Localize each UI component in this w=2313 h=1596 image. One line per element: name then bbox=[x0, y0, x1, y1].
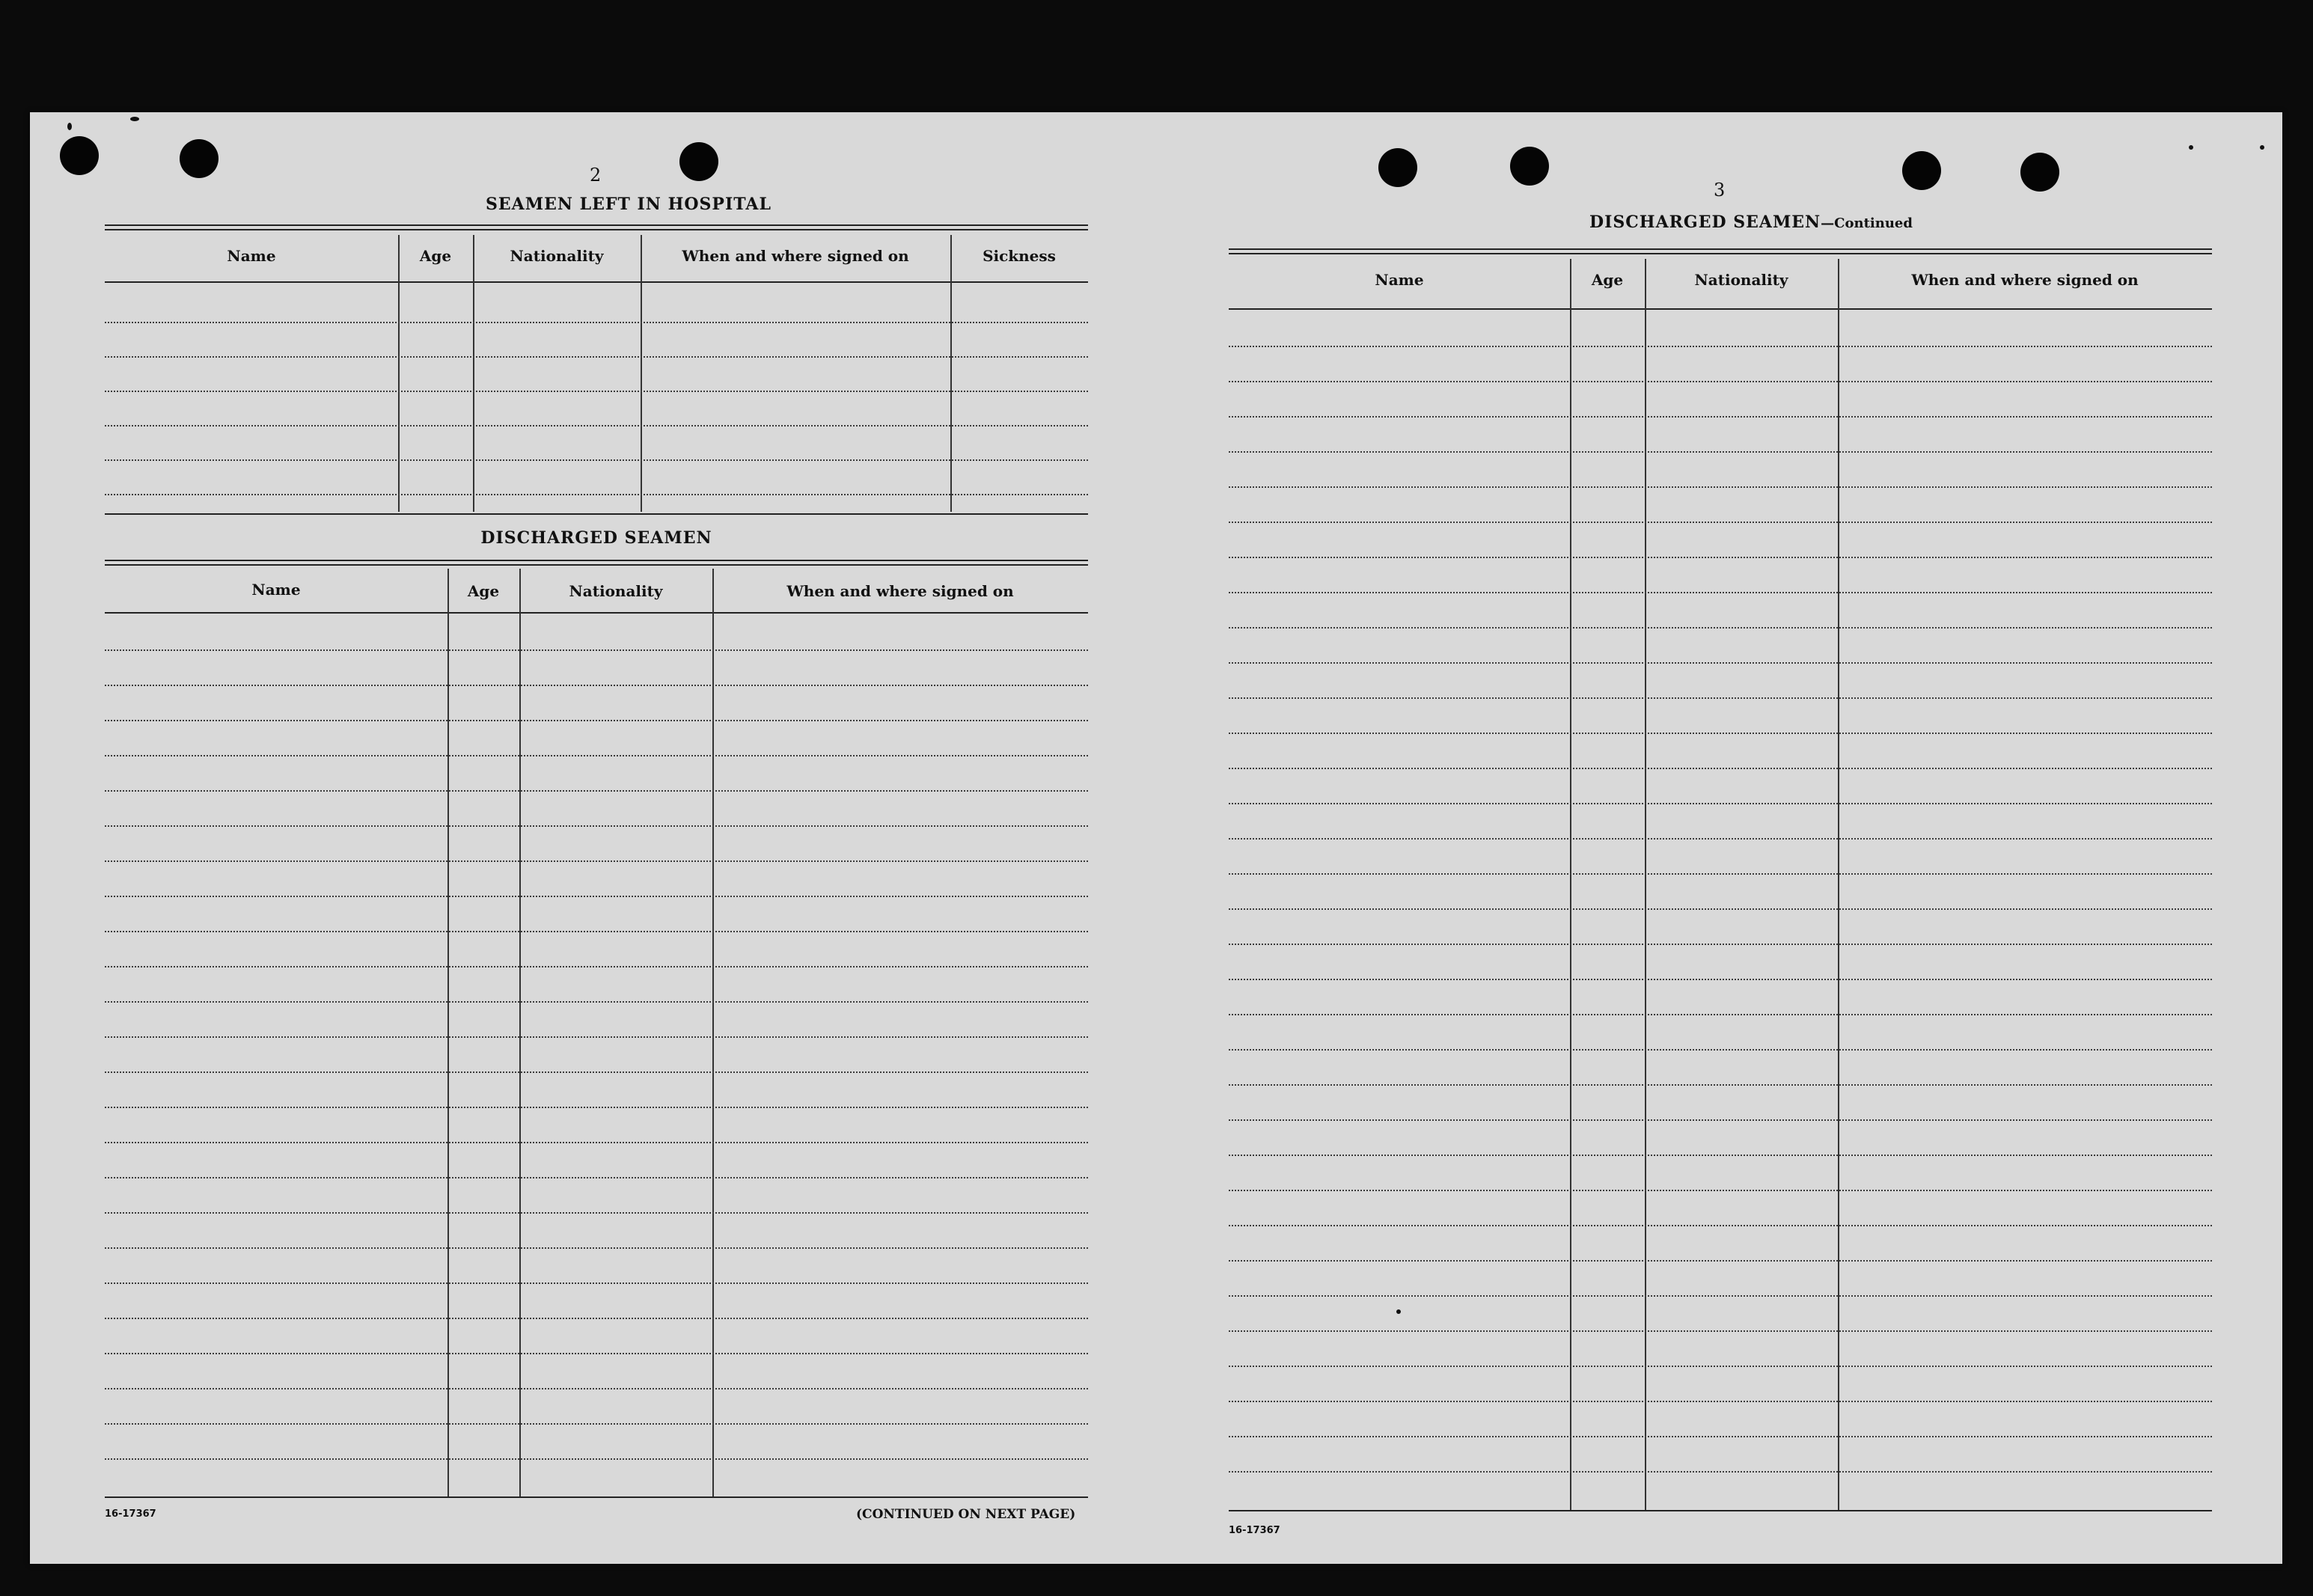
header-rule bbox=[105, 612, 1088, 614]
column-divider bbox=[1838, 259, 1839, 1510]
table-bottom-rule bbox=[1229, 1510, 2212, 1511]
row-line bbox=[1229, 873, 2212, 875]
row-line bbox=[105, 896, 1088, 897]
row-line bbox=[1229, 381, 2212, 382]
row-line bbox=[1229, 416, 2212, 418]
row-line bbox=[1229, 1295, 2212, 1297]
row-line bbox=[1229, 944, 2212, 945]
column-divider bbox=[641, 235, 642, 512]
row-line bbox=[1229, 1260, 2212, 1262]
row-line bbox=[105, 322, 1088, 323]
row-line bbox=[1229, 979, 2212, 980]
column-divider bbox=[712, 569, 714, 1496]
row-line bbox=[1229, 1225, 2212, 1226]
column-divider bbox=[473, 235, 474, 512]
page-number: 2 bbox=[590, 165, 602, 186]
row-line bbox=[105, 1107, 1088, 1108]
section-title-text: DISCHARGED SEAMEN bbox=[1589, 213, 1821, 232]
row-line bbox=[105, 1353, 1088, 1354]
row-line bbox=[105, 1212, 1088, 1214]
col-header-when-where: When and where signed on bbox=[786, 582, 1014, 600]
col-header-when-where: When and where signed on bbox=[682, 247, 909, 265]
form-number: 16-17367 bbox=[105, 1508, 156, 1520]
col-header-name: Name bbox=[1375, 271, 1424, 289]
row-line bbox=[105, 1247, 1088, 1249]
col-header-when-where: When and where signed on bbox=[1911, 271, 2139, 289]
row-line bbox=[1229, 662, 2212, 664]
column-divider bbox=[1570, 259, 1571, 1510]
row-line bbox=[1229, 908, 2212, 910]
row-line bbox=[105, 1177, 1088, 1178]
row-line bbox=[1229, 838, 2212, 840]
row-line bbox=[105, 1423, 1088, 1425]
table-top-rule bbox=[105, 224, 1088, 230]
row-line bbox=[1229, 522, 2212, 523]
ink-speck bbox=[2189, 145, 2193, 150]
col-header-nationality: Nationality bbox=[569, 582, 663, 600]
row-line bbox=[105, 1142, 1088, 1143]
form-number: 16-17367 bbox=[1229, 1525, 1280, 1536]
row-line bbox=[1229, 1471, 2212, 1473]
section-title-discharged: DISCHARGED SEAMEN bbox=[480, 528, 712, 548]
punch-hole bbox=[180, 139, 219, 178]
table-bottom-rule bbox=[105, 1496, 1088, 1498]
row-line bbox=[105, 1318, 1088, 1319]
row-line bbox=[105, 1282, 1088, 1284]
section-title-suffix: —Continued bbox=[1821, 215, 1913, 231]
column-divider bbox=[1645, 259, 1646, 1510]
punch-hole bbox=[1510, 147, 1549, 186]
row-line bbox=[1229, 1330, 2212, 1332]
ink-speck bbox=[67, 123, 72, 130]
row-line bbox=[105, 790, 1088, 792]
row-line bbox=[1229, 1119, 2212, 1121]
ink-speck bbox=[2260, 145, 2264, 150]
col-header-name: Name bbox=[251, 581, 301, 599]
row-line bbox=[1229, 1014, 2212, 1015]
col-header-sickness: Sickness bbox=[983, 247, 1056, 265]
punch-hole bbox=[1902, 151, 1941, 190]
section-title-discharged-continued bbox=[1227, 213, 2275, 232]
row-line bbox=[1229, 768, 2212, 769]
row-line bbox=[105, 1001, 1088, 1003]
row-line bbox=[1229, 451, 2212, 453]
row-line bbox=[1229, 803, 2212, 804]
row-line bbox=[105, 825, 1088, 827]
punch-hole bbox=[2020, 153, 2059, 192]
row-line bbox=[1229, 1436, 2212, 1437]
header-rule bbox=[105, 281, 1088, 283]
section-title-hospital: SEAMEN LEFT IN HOSPITAL bbox=[486, 195, 771, 214]
ink-speck bbox=[1396, 1309, 1401, 1314]
row-line bbox=[105, 391, 1088, 392]
row-line bbox=[105, 720, 1088, 721]
paper-sheet bbox=[30, 112, 2282, 1564]
row-line bbox=[105, 649, 1088, 651]
row-line bbox=[1229, 346, 2212, 347]
row-line bbox=[105, 425, 1088, 426]
row-line bbox=[105, 1458, 1088, 1460]
column-divider bbox=[519, 569, 521, 1496]
row-line bbox=[105, 1388, 1088, 1389]
row-line bbox=[105, 459, 1088, 461]
row-line bbox=[1229, 1401, 2212, 1402]
continued-note: (CONTINUED ON NEXT PAGE) bbox=[856, 1507, 1076, 1522]
punch-hole bbox=[1378, 148, 1417, 187]
row-line bbox=[105, 931, 1088, 932]
col-header-age: Age bbox=[467, 582, 500, 600]
row-line bbox=[1229, 1366, 2212, 1367]
row-line bbox=[1229, 627, 2212, 629]
table-top-rule bbox=[1229, 248, 2212, 254]
row-line bbox=[1229, 1084, 2212, 1086]
row-line bbox=[105, 755, 1088, 756]
table-bottom-rule bbox=[105, 513, 1088, 515]
row-line bbox=[105, 494, 1088, 495]
row-line bbox=[105, 1036, 1088, 1038]
punch-hole bbox=[60, 136, 99, 175]
row-line bbox=[105, 1071, 1088, 1073]
row-line bbox=[105, 356, 1088, 358]
col-header-nationality: Nationality bbox=[510, 247, 604, 265]
row-line bbox=[1229, 1049, 2212, 1051]
page-number: 3 bbox=[1714, 180, 1726, 201]
column-divider bbox=[950, 235, 952, 512]
col-header-age: Age bbox=[419, 247, 452, 265]
column-divider bbox=[447, 569, 449, 1496]
row-line bbox=[1229, 733, 2212, 734]
col-header-age: Age bbox=[1591, 271, 1624, 289]
row-line bbox=[1229, 697, 2212, 699]
row-line bbox=[1229, 1190, 2212, 1191]
row-line bbox=[105, 685, 1088, 686]
header-rule bbox=[1229, 308, 2212, 310]
row-line bbox=[1229, 1155, 2212, 1156]
row-line bbox=[1229, 486, 2212, 488]
column-divider bbox=[398, 235, 400, 512]
ink-speck bbox=[130, 117, 139, 121]
row-line bbox=[105, 966, 1088, 967]
row-line bbox=[1229, 592, 2212, 593]
col-header-nationality: Nationality bbox=[1694, 271, 1788, 289]
row-line bbox=[105, 860, 1088, 862]
row-line bbox=[1229, 557, 2212, 558]
col-header-name: Name bbox=[227, 247, 276, 265]
table-top-rule bbox=[105, 560, 1088, 566]
punch-hole bbox=[679, 142, 718, 181]
